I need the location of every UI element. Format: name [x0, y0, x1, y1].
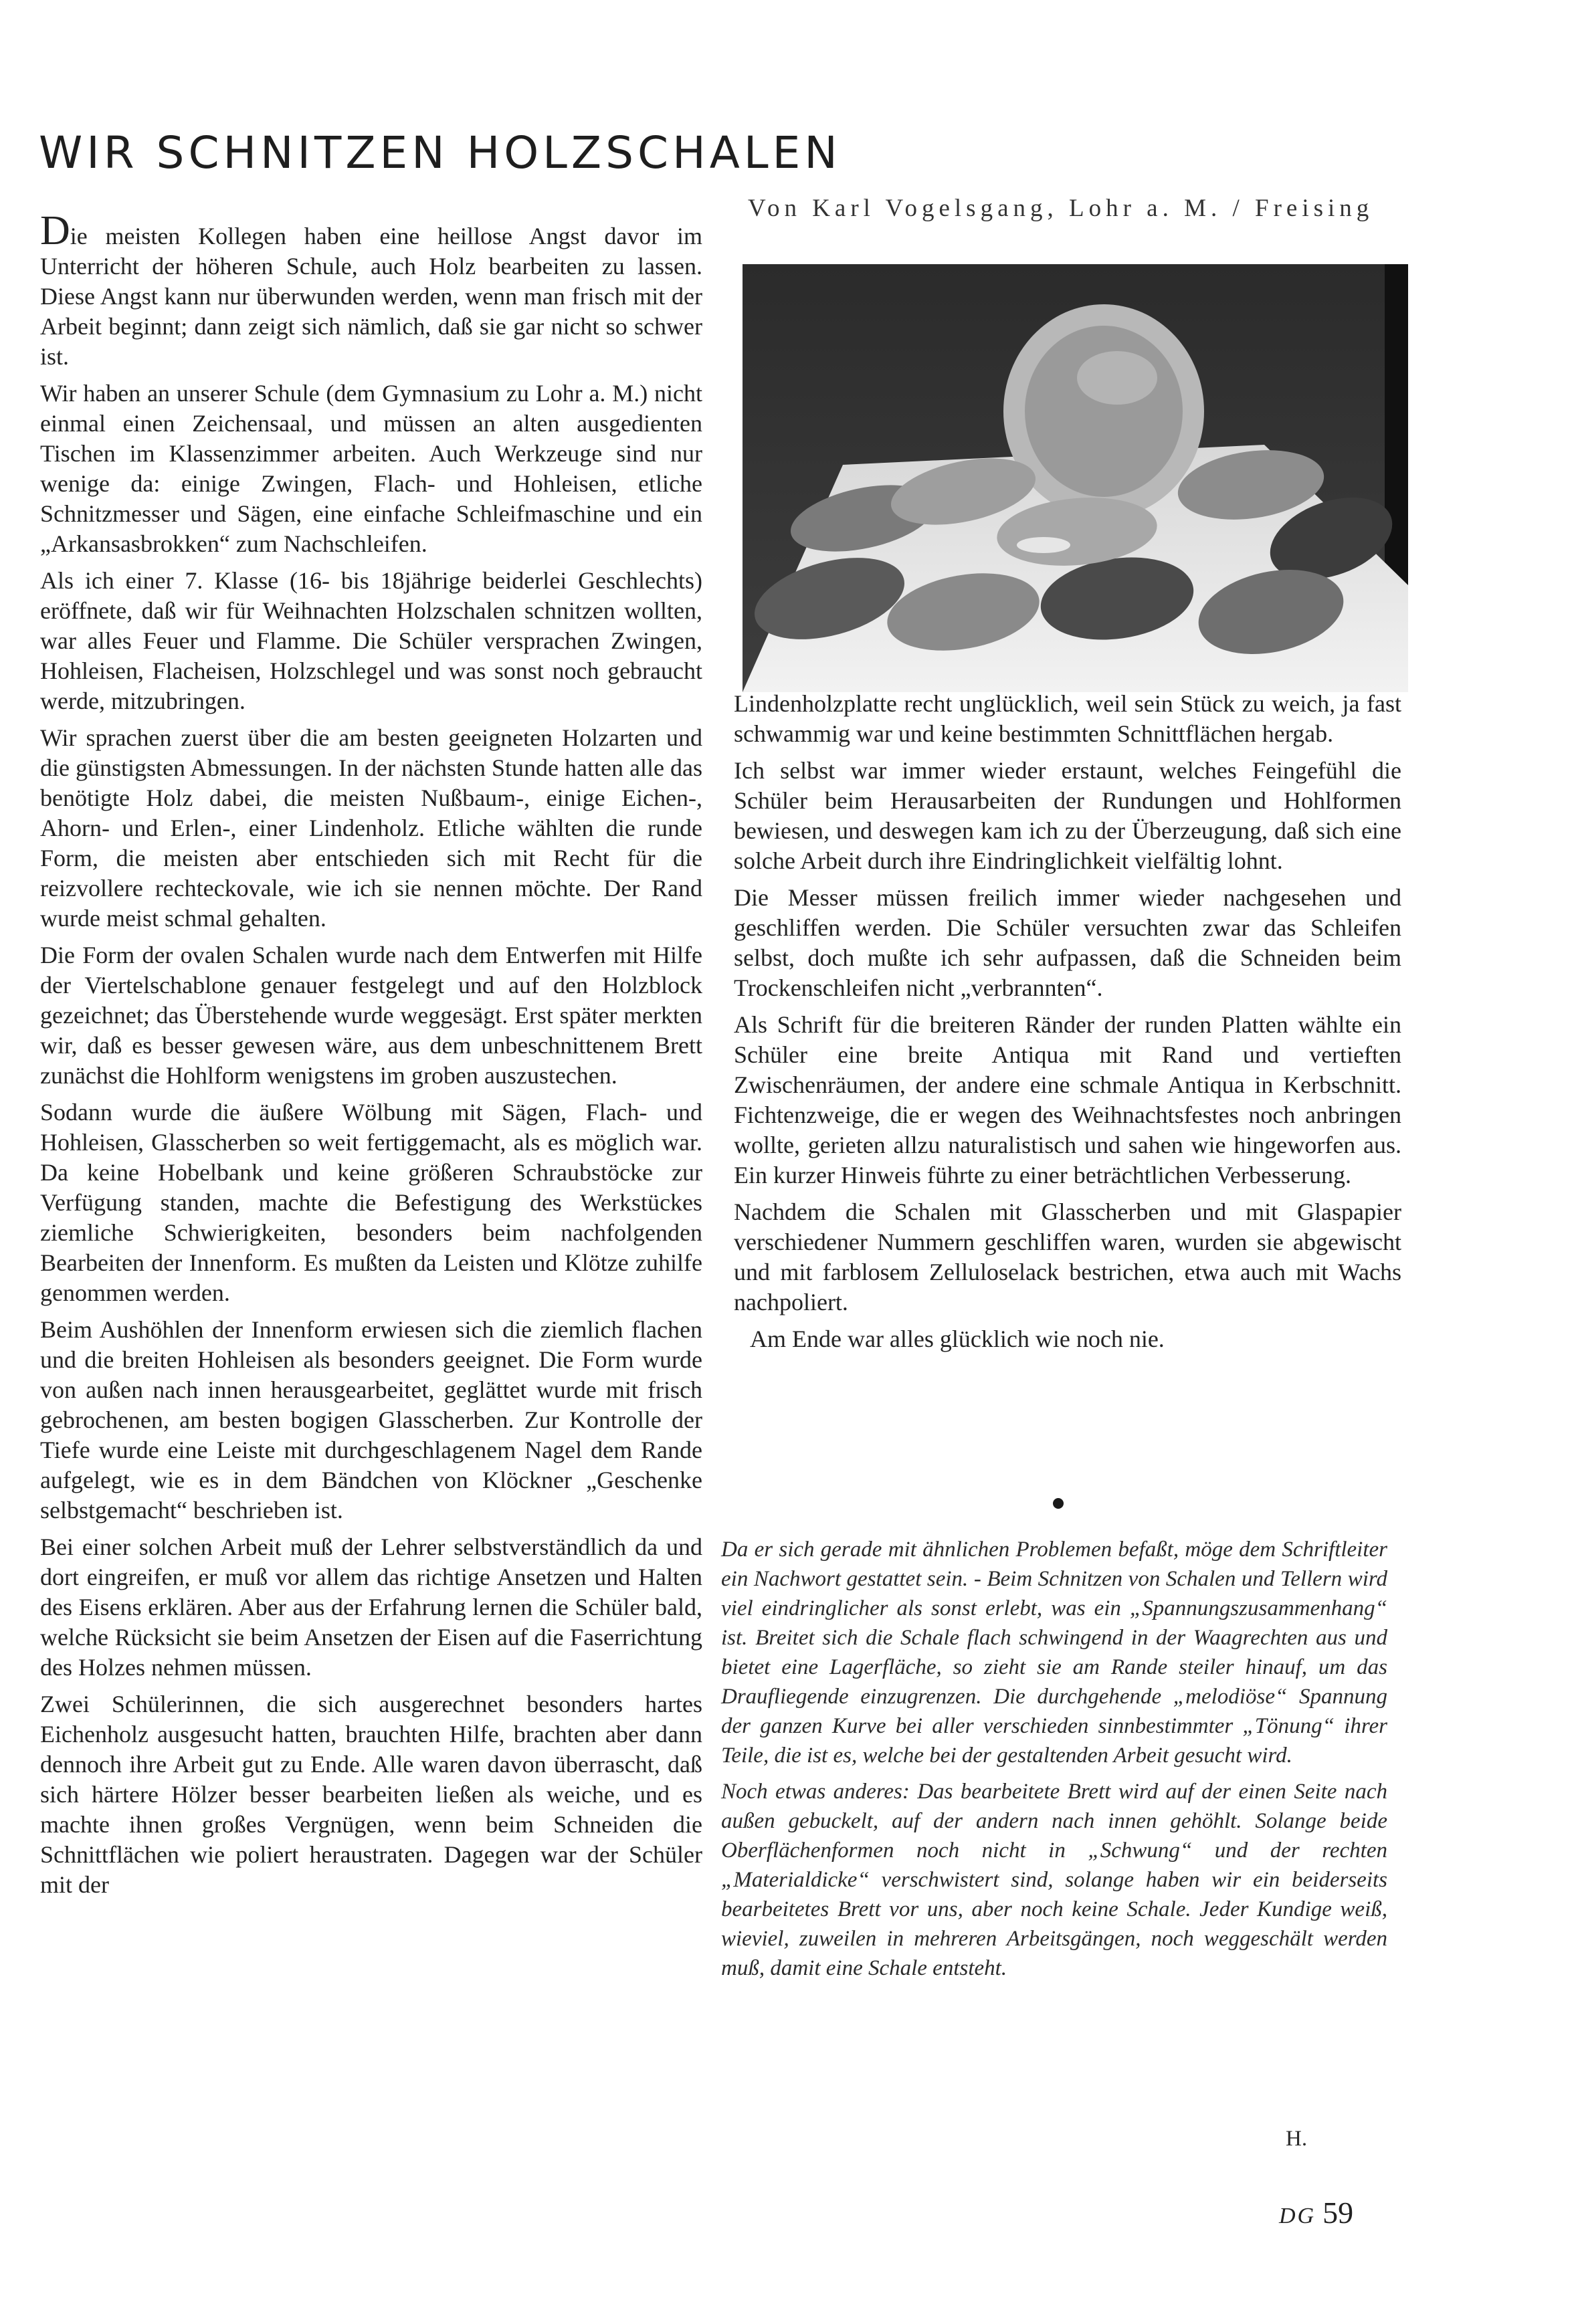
paragraph-text: ie meisten Kollegen haben eine heillose Angst davor im Unterricht der höheren Schule, auch Holz bearbeiten zu lassen. Diese Angst kann nur überwunden werden, wenn man frisch mit der Arbeit beginnt; dann zeigt sich nämlich, daß sie gar nicht so schwer ist.	[40, 223, 702, 370]
section-divider-dot	[1053, 1498, 1064, 1509]
afterword-paragraph: Da er sich gerade mit ähnlichen Problemen befaßt, möge dem Schriftleiter ein Nachwort gestattet sein. - Beim Schnitzen von Schalen und Tellern wird viel eindringlicher als sonst erlebt, was ein „Spannungszusammenhang“ ist. Breitet sich die Schale flach schwingend in der Waagrechten aus und bietet eine Lagerfläche, so zieht sie am Rande steiler hinauf, um das Draufliegende einzugrenzen. Die durchgehende „melodiöse“ Spannung der ganzen Kurve bei aller verschieden sinnbestimmter „Tönung“ ihrer Teile, die ist es, welche bei der gestaltenden Arbeit gesucht wird.	[721, 1538, 1387, 1768]
left-column	[40, 208, 702, 1907]
paragraph: Als Schrift für die breiteren Ränder der runden Platten wählte ein Schüler eine breite Antiqua mit Rand und vertieften Zwischenräumen, der andere eine schmale Antiqua in Kerbschnitt. Fichtenzweige, die er wegen des Weihnachtsfestes noch anbringen wollte, gerieten allzu naturalistisch und sahen wie hingeworfen aus. Ein kurzer Hinweis führte zu einer beträchtlichen Verbesserung.	[734, 1011, 1401, 1188]
paragraph: Sodann wurde die äußere Wölbung mit Sägen, Flach- und Hohleisen, Glasscherben so weit fertiggemacht, als es möglich war. Da keine Hobelbank und keine größeren Schraubstöcke zur Verfügung standen, machte die Befestigung des Werkstückes ziemliche Schwierigkeiten, besonders beim nachfolgenden Bearbeiten der Innenform. Es mußten da Leisten und Klötze zuhilfe genommen werden.	[40, 1099, 702, 1306]
article-title: WIR SCHNITZEN HOLZSCHALEN	[39, 127, 842, 179]
editor-afterword	[721, 1535, 1387, 1990]
paragraph: Am Ende war alles glücklich wie noch nie.	[750, 1326, 1165, 1352]
dropcap: D	[40, 208, 70, 253]
right-column	[734, 689, 1401, 1361]
photo-wooden-bowls-icon	[743, 264, 1408, 692]
paragraph: Wir haben an unserer Schule (dem Gymnasium zu Lohr a. M.) nicht einmal einen Zeichensaal, und müssen an alten ausgedienten Tischen im Klassenzimmer arbeiten. Auch Werkzeuge sind nur wenige da: einige Zwingen, Flach- und Hohleisen, etliche Schnitzmesser und Sägen, eine einfache Schleifmaschine und ein „Arkansasbrokken“ zum Nachschleifen.	[40, 380, 702, 557]
article-byline: Von Karl Vogelsgang, Lohr a. M. / Freising	[748, 195, 1374, 222]
paragraph: Die Messer müssen freilich immer wieder nachgesehen und geschliffen werden. Die Schüler versuchten zwar das Schleifen selbst, doch mußte ich sehr aufpassen, daß die Schneiden beim Trockenschleifen nicht „verbrannten“.	[734, 884, 1401, 1001]
afterword-paragraph: Noch etwas anderes: Das bearbeitete Brett wird auf der einen Seite nach außen gebuckelt, auf der andern nach innen gehöhlt. Solange beide Oberflächenformen noch nicht in „Schwung“ und der rechten „Materialdicke“ verschwistert sind, solange haben wir ein beiderseits bearbeitetes Brett vor uns, aber noch keine Schale. Jeder Kundige weiß, wieviel, zuweilen in mehreren Arbeitsgängen, noch weggeschält werden muß, damit eine Schale entsteht.	[721, 1780, 1387, 1980]
paragraph: Bei einer solchen Arbeit muß der Lehrer selbstverständlich da und dort eingreifen, er muß vor allem das richtige Ansetzen und Halten des Eisens erklären. Aber aus der Erfahrung lernen die Schüler bald, welche Rücksicht sie beim Ansetzen der Eisen auf die Faserrichtung des Holzes nehmen müssen.	[40, 1534, 702, 1681]
afterword-signature: H.	[1286, 2127, 1308, 2151]
paragraph: Ich selbst war immer wieder erstaunt, welches Feingefühl die Schüler beim Herausarbeiten der Rundungen und Hohlformen bewiesen, und deswegen kam ich zu der Überzeugung, daß sich eine solche Arbeit durch ihre Eindringlichkeit vielfältig lohnt.	[734, 757, 1401, 874]
page-folio	[1279, 2195, 1353, 2230]
page-number: 59	[1322, 2196, 1354, 2230]
paragraph: Lindenholzplatte recht unglücklich, weil sein Stück zu weich, ja fast schwammig war und keine bestimmten Schnittflächen hergab.	[734, 690, 1401, 747]
paragraph: Wir sprachen zuerst über die am besten geeigneten Holzarten und die günstigsten Abmessungen. In der nächsten Stunde hatten alle das benötigte Holz dabei, die meisten Nußbaum-, einige Eichen-, Ahorn- und Erlen-, einer Lindenholz. Etliche wählten die runde Form, die meisten aber entschieden sich mit Recht für die reizvollere rechteckovale, wie ich sie nennen möchte. Der Rand wurde meist schmal gehalten.	[40, 724, 702, 932]
paragraph: Die Form der ovalen Schalen wurde nach dem Entwerfen mit Hilfe der Viertelschablone genauer festgelegt und auf den Holzblock gezeichnet; das Überstehende wurde weggesägt. Erst später merkten wir, daß es besser gewesen wäre, aus dem unbeschnittenem Brett zunächst die Hohlform wenigstens im groben auszustechen.	[40, 942, 702, 1089]
paragraph: Nachdem die Schalen mit Glasscherben und mit Glaspapier verschiedener Nummern geschliffen waren, wurden sie abgewischt und mit farblosem Zelluloselack bestrichen, etwa auch mit Wachs nachpoliert.	[734, 1198, 1401, 1315]
paragraph: Zwei Schülerinnen, die sich ausgerechnet besonders hartes Eichenholz ausgesucht hatten, brauchten Hilfe, brachten aber dann dennoch ihre Arbeit gut zu Ende. Alle waren davon überrascht, daß sich härtere Hölzer besser bearbeiten ließen als weiche, und es machte ihnen großes Vergnügen, wenn beim Schneiden die Schnittflächen wie poliert heraustraten. Dagegen war der Schüler mit der	[40, 1691, 702, 1898]
paragraph: Beim Aushöhlen der Innenform erwiesen sich die ziemlich flachen und die breiten Hohleisen als besonders geeignet. Die Form wurde von außen nach innen herausgearbeitet, geglättet wurde mit frisch gebrochenen, am besten bogigen Glasscherben. Zur Kontrolle der Tiefe wurde eine Leiste mit durchgeschlagenem Nagel dem Rande aufgelegt, wie es in dem Bändchen von Klöckner „Geschenke selbstgemacht“ beschrieben ist.	[40, 1316, 702, 1523]
paragraph	[40, 208, 702, 372]
paragraph: Als ich einer 7. Klasse (16- bis 18jährige beiderlei Geschlechts) eröffnete, daß wir für Weihnachten Holzschalen schnitzen wollten, war alles Feuer und Flamme. Die Schüler versprachen Zwingen, Hohleisen, Flacheisen, Holzschlegel und was sonst noch gebraucht werde, mitzubringen.	[40, 567, 702, 714]
magazine-abbrev: DG	[1279, 2204, 1316, 2228]
